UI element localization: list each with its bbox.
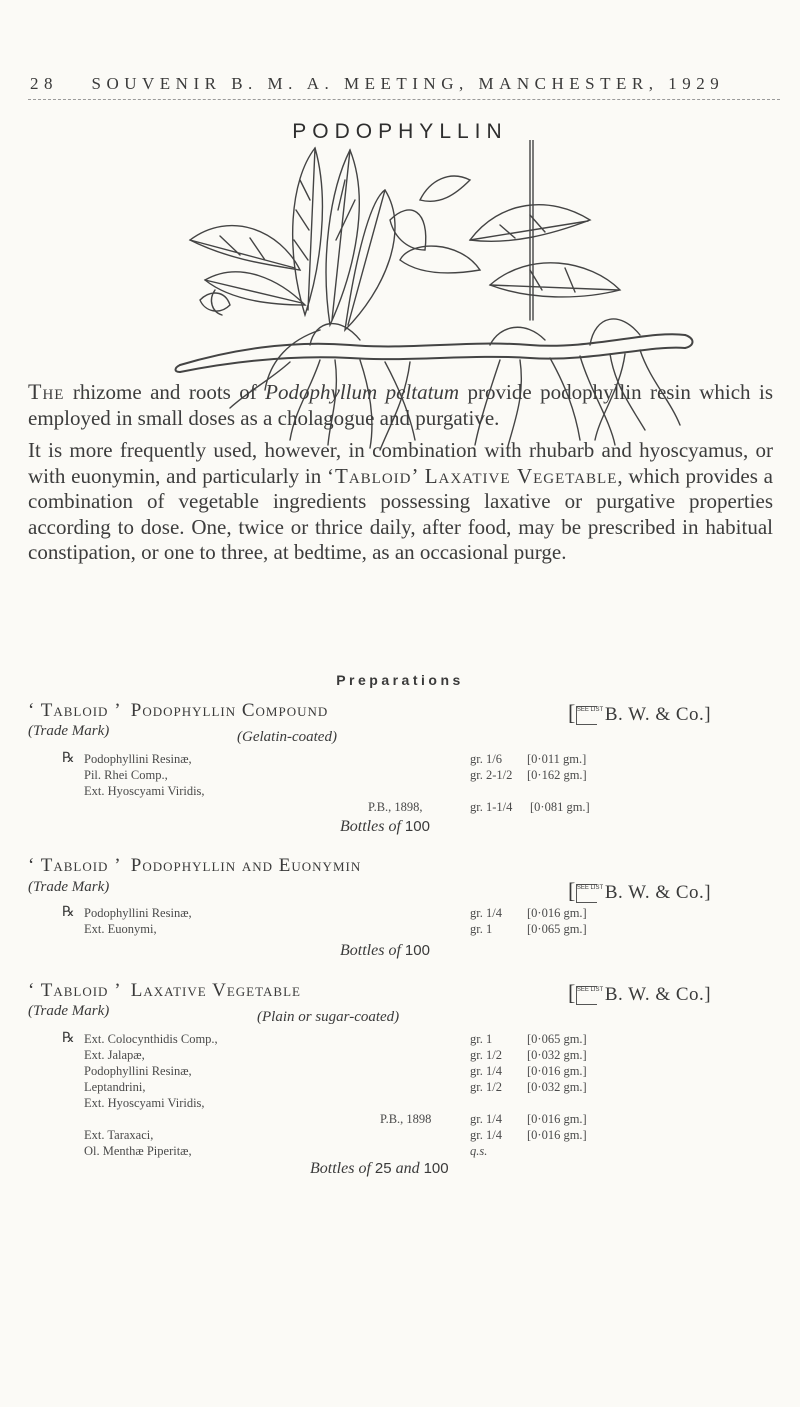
- maker-mark: [SEE LISTB. W. & Co.]: [568, 878, 712, 903]
- rx-symbol: ℞: [62, 751, 75, 766]
- coating-note: (Gelatin-coated): [237, 729, 337, 745]
- ingredient-dose: gr. 1: [470, 1032, 493, 1046]
- ingredient-dose: gr. 1/2: [470, 1080, 502, 1094]
- see-list-icon: SEE LIST: [576, 884, 597, 903]
- rx-symbol: ℞: [62, 905, 75, 920]
- ingredient-dose: gr. 1/4: [470, 1112, 502, 1126]
- ingredient-name: Leptandrini,: [84, 1080, 146, 1094]
- ingredient-metric: [0·016 gm.]: [527, 1128, 587, 1142]
- ingredient-dose: gr. 1/4: [470, 906, 502, 920]
- intro-paragraph-2: It is more frequently used, however, in combination with rhubarb and hyoscyamus, or with euonymin, and particularly in ‘Tabloid’ Laxative Vegetable, which provides a combination of vegetable ingredients possessing laxative or purgative properties according to dose. One, twice or thrice daily, after food, may be prescribed in habitual constipation, or one to three, at bedtime, as an occasional purge.: [28, 438, 773, 564]
- product-title: ‘ Tabloid ’ Podophyllin Compound: [28, 700, 329, 721]
- ingredient-dose: gr. 1/6: [470, 752, 502, 766]
- species-name: Podophyllum peltatum: [265, 380, 460, 404]
- see-list-icon: SEE LIST: [576, 986, 597, 1005]
- ingredient-name: Podophyllini Resinæ,: [84, 1064, 192, 1078]
- ingredient-metric: [0·081 gm.]: [530, 800, 590, 814]
- ingredient-metric: [0·065 gm.]: [527, 1032, 587, 1046]
- preparations-heading: Preparations: [336, 672, 464, 688]
- trade-mark: (Trade Mark): [28, 723, 110, 739]
- product-title: ‘ Tabloid ’ Podophyllin and Euonymin: [28, 855, 362, 876]
- ingredient-metric: [0·016 gm.]: [527, 1064, 587, 1078]
- maker-mark: [SEE LISTB. W. & Co.]: [568, 700, 712, 725]
- rx-symbol: ℞: [62, 1031, 75, 1046]
- ingredient-dose: gr. 1-1/4: [470, 800, 513, 814]
- ingredient-name: Ext. Colocynthidis Comp.,: [84, 1032, 218, 1046]
- page-number: 28: [30, 74, 58, 93]
- running-header: [30, 74, 724, 94]
- bottles-note: Bottles of 100: [340, 818, 430, 835]
- ingredient-name: Ext. Hyoscyami Viridis,: [84, 784, 205, 798]
- page-title: PODOPHYLLIN: [292, 120, 508, 143]
- product-title: ‘ Tabloid ’ Laxative Vegetable: [28, 980, 301, 1001]
- ingredient-metric: [0·016 gm.]: [527, 906, 587, 920]
- ingredient-dose: gr. 1/2: [470, 1048, 502, 1062]
- ingredient-dose: q.s.: [470, 1144, 488, 1158]
- ingredient-metric: [0·065 gm.]: [527, 922, 587, 936]
- ingredient-name: Podophyllini Resinæ,: [84, 752, 192, 766]
- ingredient-name: Ext. Taraxaci,: [84, 1128, 154, 1142]
- intro-paragraph-1: The rhizome and roots of Podophyllum peltatum provide podophyllin resin which is employed in small doses as a cholagogue and purgative.: [28, 379, 773, 430]
- ingredient-metric: [0·032 gm.]: [527, 1080, 587, 1094]
- ingredient-name: Ext. Hyoscyami Viridis,: [84, 1096, 205, 1110]
- ingredient-metric: [0·016 gm.]: [527, 1112, 587, 1126]
- leaf-shape: [293, 148, 323, 315]
- ingredient-name: Ol. Menthæ Piperitæ,: [84, 1144, 192, 1158]
- running-title: SOUVENIR B. M. A. MEETING, MANCHESTER, 1929: [91, 74, 725, 93]
- brand-reference: ‘Tabloid’ Laxative Vegetable: [327, 463, 618, 488]
- trade-mark: (Trade Mark): [28, 1003, 110, 1019]
- ingredient-dose: gr. 1/4: [470, 1064, 502, 1078]
- ingredient-dose: gr. 2-1/2: [470, 768, 513, 782]
- intro-text: [28, 379, 773, 566]
- coating-note: (Plain or sugar-coated): [257, 1009, 400, 1025]
- ingredient-dose: gr. 1: [470, 922, 493, 936]
- intro-lead: The: [28, 379, 65, 404]
- ingredient-name: Pil. Rhei Comp.,: [84, 768, 168, 782]
- ingredient-name: Ext. Jalapæ,: [84, 1048, 145, 1062]
- ingredient-metric: [0·011 gm.]: [527, 752, 587, 766]
- ingredient-dose: gr. 1/4: [470, 1128, 502, 1142]
- trade-mark: (Trade Mark): [28, 879, 110, 895]
- see-list-icon: SEE LIST: [576, 706, 597, 725]
- bottles-note: Bottles of 25 and 100: [310, 1160, 449, 1177]
- ingredient-metric: [0·162 gm.]: [527, 768, 587, 782]
- ingredient-name: Ext. Euonymi,: [84, 922, 157, 936]
- ingredient-metric: [0·032 gm.]: [527, 1048, 587, 1062]
- ingredient-name: P.B., 1898,: [368, 800, 423, 814]
- bottles-note: Bottles of 100: [340, 942, 430, 959]
- ingredient-name: Podophyllini Resinæ,: [84, 906, 192, 920]
- maker-mark: [SEE LISTB. W. & Co.]: [568, 980, 712, 1005]
- ingredient-name: P.B., 1898: [380, 1112, 432, 1126]
- header-rule: [28, 99, 780, 100]
